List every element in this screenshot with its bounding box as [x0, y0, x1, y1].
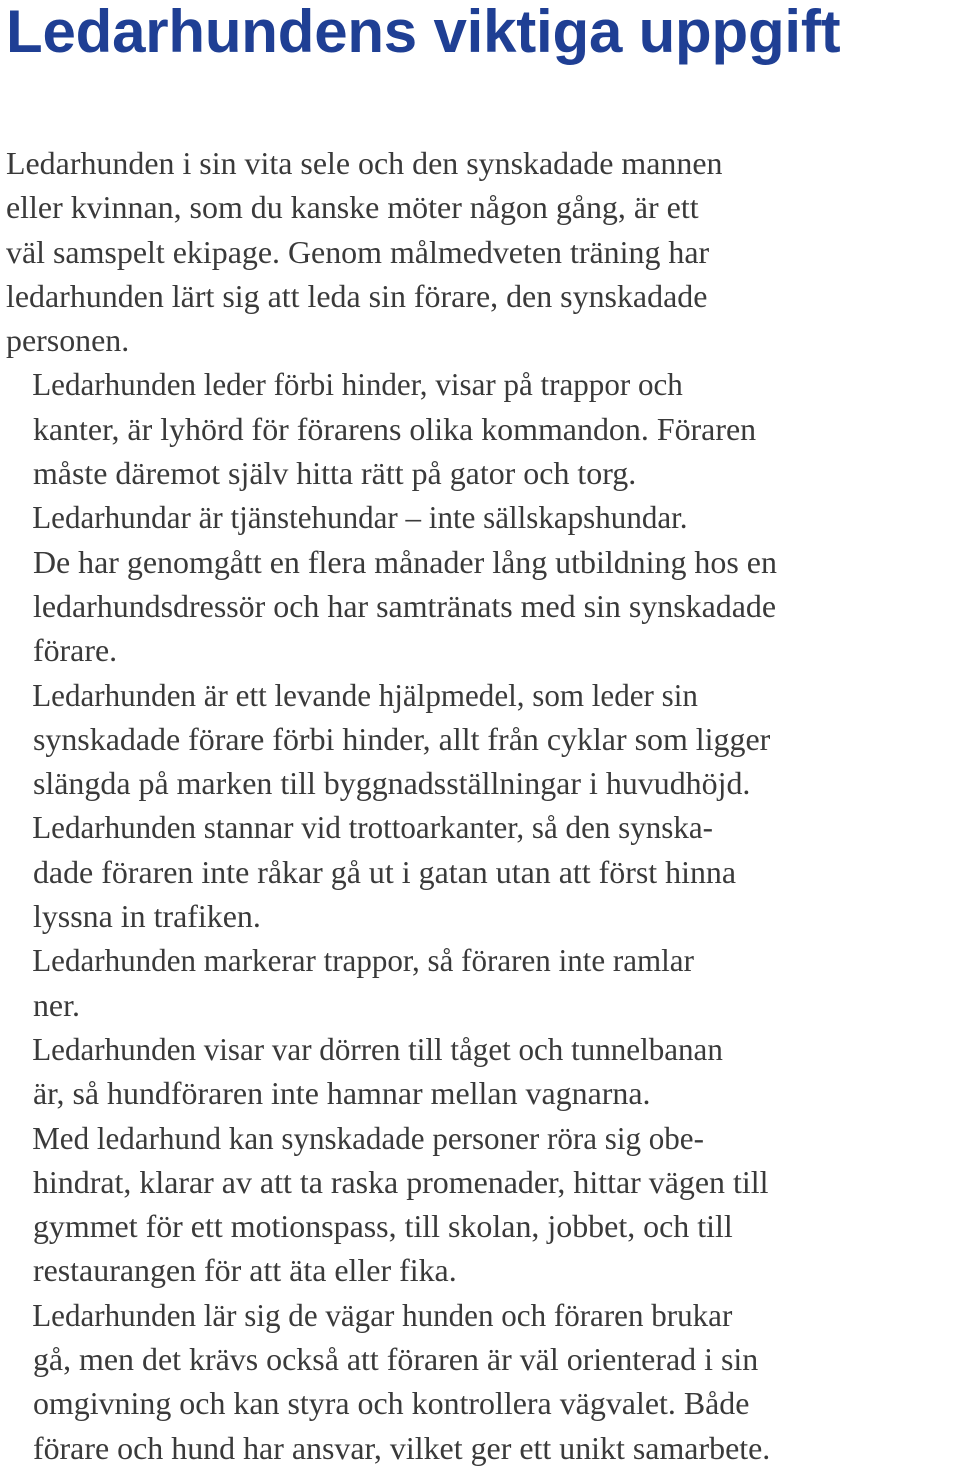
text-line: Ledarhunden stannar vid trottoarkanter, så den synska-	[32, 809, 714, 846]
text-line: gå, men det krävs också att föraren är väl orienterad i sin	[32, 1341, 759, 1378]
text-line: personen.	[6, 322, 130, 359]
text-line: Ledarhunden markerar trappor, så föraren inte ramlar	[32, 942, 694, 979]
article-body	[6, 141, 958, 1470]
text-line: Ledarhunden i sin vita sele och den synskadade mannen	[6, 145, 723, 181]
text-line: slängda på marken till byggnadsställningar i huvudhöjd.	[32, 765, 751, 802]
text-line: kanter, är lyhörd för förarens olika kommandon. Föraren	[32, 410, 757, 447]
text-line: eller kvinnan, som du kanske möter någon gång, är ett	[6, 189, 699, 226]
paragraph	[6, 1027, 958, 1116]
text-line: hindrat, klarar av att ta raska promenader, hittar vägen till	[32, 1163, 769, 1200]
page-title: Ledarhundens viktiga uppgift	[6, 0, 841, 65]
text-line: förare.	[32, 632, 118, 669]
paragraph	[6, 1116, 958, 1293]
text-line: Ledarhunden leder förbi hinder, visar på trappor och	[32, 366, 683, 403]
text-line: är, så hundföraren inte hamnar mellan vagnarna.	[32, 1075, 651, 1112]
text-line: ner.	[32, 986, 80, 1023]
text-line: dade föraren inte råkar gå ut i gatan utan att först hinna	[32, 853, 737, 890]
text-line: förare och hund har ansvar, vilket ger ett unikt samarbete.	[32, 1429, 771, 1466]
text-line: ledarhundsdressör och har samtränats med sin synskadade	[32, 587, 777, 624]
paragraph	[6, 805, 958, 938]
paragraph	[6, 938, 958, 1027]
paragraph	[6, 1293, 958, 1470]
text-line: restaurangen för att äta eller fika.	[32, 1252, 457, 1289]
paragraph	[6, 362, 958, 495]
text-line: väl samspelt ekipage. Genom målmedveten träning har	[6, 233, 710, 270]
paragraph	[6, 141, 958, 362]
text-line: omgivning och kan styra och kontrollera vägvalet. Både	[32, 1385, 750, 1422]
paragraph	[6, 495, 958, 672]
text-line: synskadade förare förbi hinder, allt från cyklar som ligger	[32, 720, 771, 757]
text-line: De har genomgått en flera månader lång utbildning hos en	[32, 543, 777, 580]
paragraph	[6, 673, 958, 806]
text-line: ledarhunden lärt sig att leda sin förare, den synskadade	[6, 277, 708, 314]
text-line: lyssna in trafiken.	[32, 898, 261, 935]
text-line: Ledarhunden lär sig de vägar hunden och föraren brukar	[32, 1296, 733, 1333]
text-line: Ledarhundar är tjänstehundar – inte sällskapshundar.	[32, 499, 688, 536]
text-line: Ledarhunden visar var dörren till tåget och tunnelbanan	[32, 1030, 723, 1067]
text-line: gymmet för ett motionspass, till skolan, jobbet, och till	[32, 1208, 733, 1245]
text-line: Med ledarhund kan synskadade personer röra sig obe-	[32, 1119, 704, 1156]
text-line: måste däremot själv hitta rätt på gator och torg.	[32, 455, 637, 492]
text-line: Ledarhunden är ett levande hjälpmedel, som leder sin	[32, 676, 698, 713]
